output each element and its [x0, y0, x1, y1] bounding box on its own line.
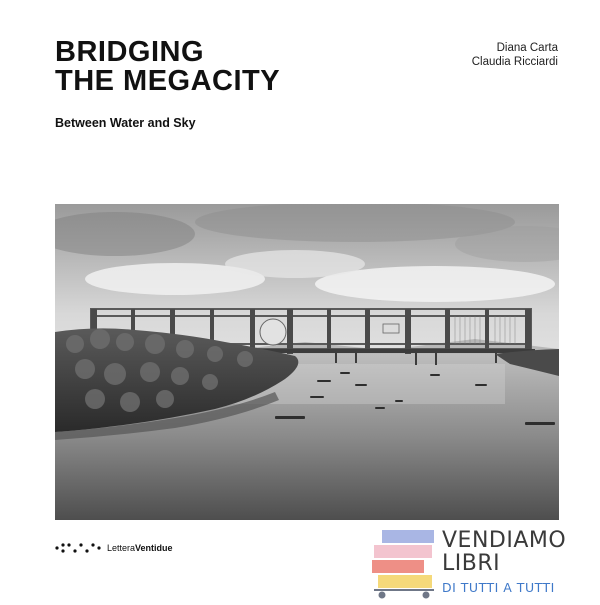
cover-photo [55, 204, 559, 520]
vendiamo-libri-badge [372, 528, 567, 600]
badge-tagline: DI TUTTI A TUTTI [442, 580, 555, 595]
title-line-2: THE MEGACITY [55, 65, 281, 97]
publisher-name [107, 543, 173, 553]
author-2: Claudia Ricciardi [471, 56, 558, 68]
author-1: Diana Carta [496, 42, 558, 54]
book-stack-cart-icon [372, 528, 438, 600]
publisher-logo [55, 542, 173, 554]
book-title [55, 38, 280, 96]
badge-line-1: VENDIAMO [442, 528, 567, 553]
title-line-1: BRIDGING [55, 36, 204, 68]
publisher-name-regular: Lettera [107, 543, 136, 553]
dots-logo-icon [55, 542, 101, 554]
authors [472, 41, 558, 69]
publisher-name-bold: Ventidue [135, 543, 173, 553]
book-subtitle: Between Water and Sky [55, 116, 196, 130]
badge-line-2: LIBRI [442, 551, 501, 576]
